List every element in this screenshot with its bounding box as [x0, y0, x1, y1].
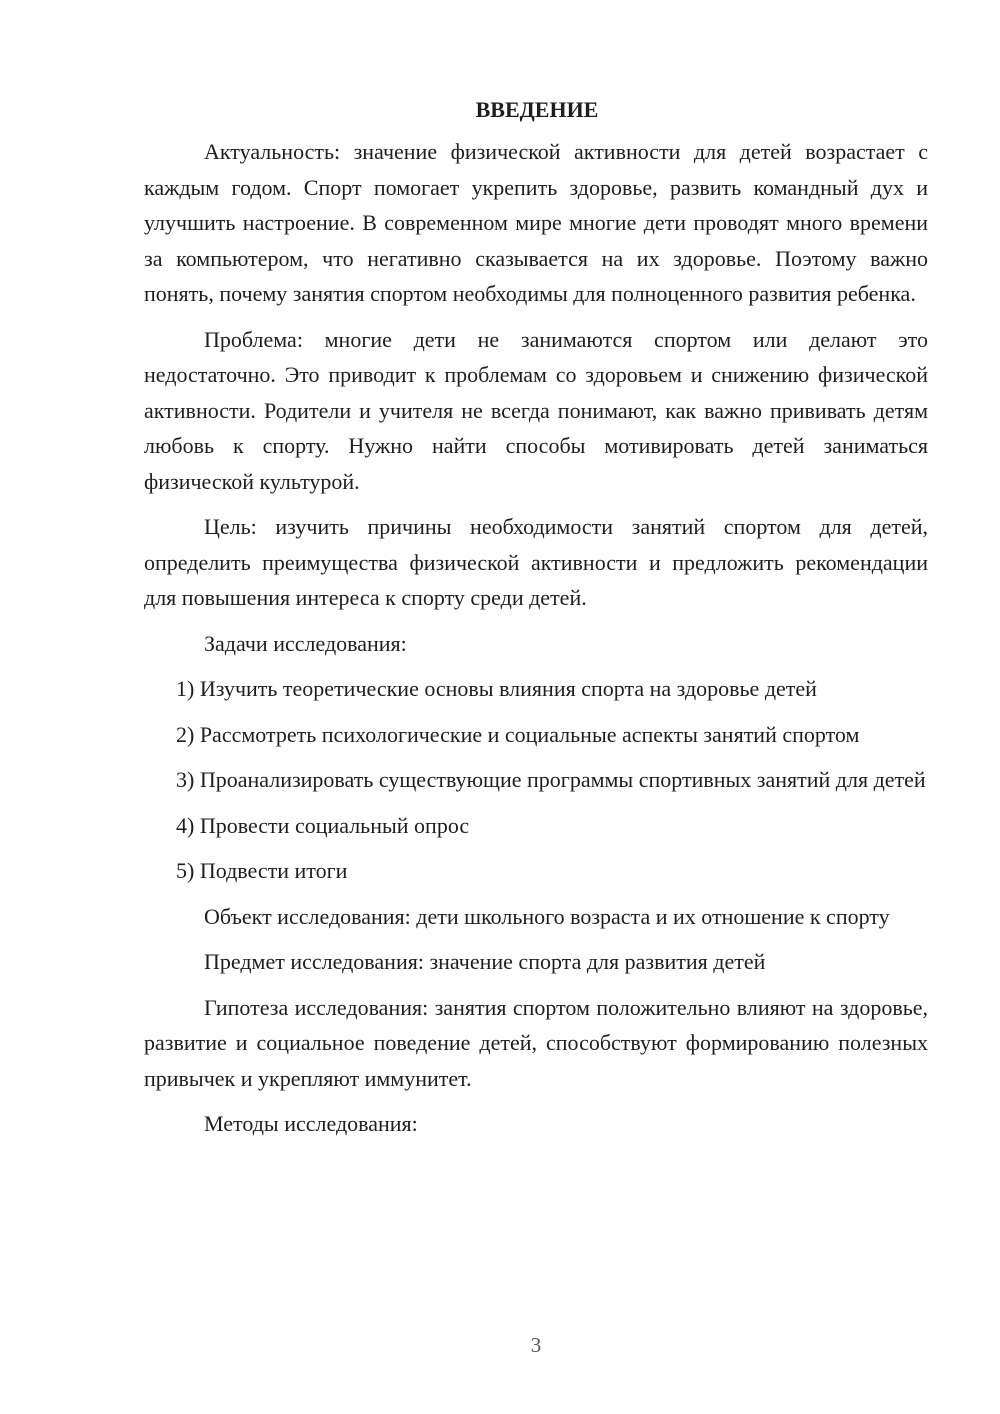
paragraph-problem: Проблема: многие дети не занимаются спортом или делают это недостаточно. Это приводит к проблемам со здоровьем и снижению физической активности. Родители и учителя не всегда понимают, как важно прививать детям любовь к спорту. Нужно найти способы мотивировать детей заниматься физической культурой. — [144, 326, 928, 494]
paragraph-hypothesis: Гипотеза исследования: занятия спортом положительно влияют на здоровье, развитие и социальное поведение детей, способствуют формированию полезных привычек и укрепляют иммунитет. — [144, 994, 928, 1091]
paragraph-subject: Предмет исследования: значение спорта для развития детей — [204, 949, 766, 974]
section-title: ВВЕДЕНИЕ — [475, 97, 599, 122]
task-item-3: 3) Проанализировать существующие программы спортивных занятий для детей — [176, 767, 926, 792]
paragraph-goal: Цель: изучить причины необходимости занятий спортом для детей, определить преимущества физической активности и предложить рекомендации для повышения интереса к спорту среди детей. — [144, 514, 928, 610]
page-number: 3 — [530, 1333, 542, 1357]
paragraph-methods: Методы исследования: — [204, 1111, 418, 1136]
task-item-4: 4) Провести социальный опрос — [176, 812, 470, 838]
paragraph-tasks-heading: Задачи исследования: — [204, 630, 407, 656]
document-page — [144, 90, 928, 1152]
task-item-1: 1) Изучить теоретические основы влияния спорта на здоровье детей — [176, 676, 817, 701]
task-item-5: 5) Подвести итоги — [176, 858, 348, 883]
paragraph-object: Объект исследования: дети школьного возраста и их отношение к спорту — [204, 903, 890, 929]
task-item-2: 2) Рассмотреть психологические и социальные аспекты занятий спортом — [176, 721, 860, 747]
paragraph-relevance: Актуальность: значение физической активности для детей возрастает с каждым годом. Спорт помогает укрепить здоровье, развить командный дух и улучшить настроение. В современном мире многие дети проводят много времени за компьютером, что негативно сказывается на их здоровье. Поэтому важно понять, почему занятия спортом необходимы для полноценного развития ребенка. — [144, 139, 928, 306]
